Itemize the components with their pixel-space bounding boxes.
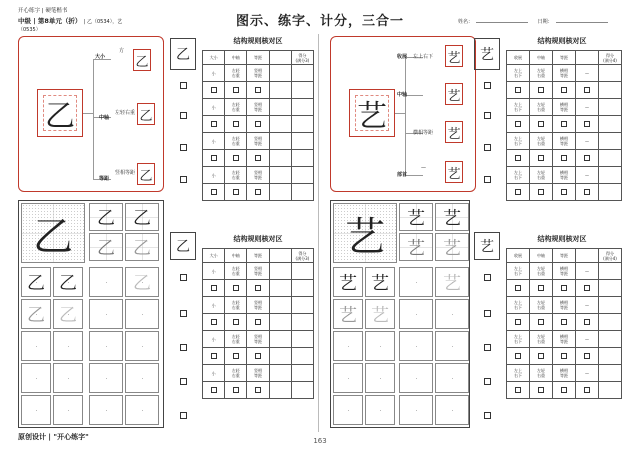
structure-diagram	[18, 36, 164, 192]
checkbox[interactable]	[561, 285, 567, 291]
col-header: 中轴	[530, 249, 553, 263]
practice-cell[interactable]	[21, 395, 51, 425]
practice-cell[interactable]	[365, 331, 395, 361]
checkbox[interactable]	[255, 285, 261, 291]
checkbox[interactable]	[538, 285, 544, 291]
footer-credit: 原创设计 | "开心练字"	[18, 433, 89, 441]
practice-cell[interactable]	[89, 363, 123, 393]
checkbox[interactable]	[561, 155, 567, 161]
practice-cell[interactable]	[89, 267, 123, 297]
ref-check-9[interactable]	[484, 412, 491, 419]
table-title-bottom: 结构规则核对区	[233, 235, 283, 243]
rule-char-axis: 艺	[445, 83, 463, 105]
checkbox[interactable]	[211, 87, 217, 93]
practice-cell[interactable]	[399, 395, 433, 425]
check-table-top: 收展 中轴 等距 得分 (满分4) 左上 右下 左轻 右重 横相 等距 — 左上 右下 左轻 右重 横相 等距 — 左上 右下 左轻 右重 横相 等距 — 左上 右下 左轻 右重 横相 等距 —	[506, 50, 622, 201]
checkbox[interactable]	[233, 353, 239, 359]
checkbox[interactable]	[584, 285, 590, 291]
checkbox[interactable]	[538, 387, 544, 393]
practice-cell[interactable]: 艺	[365, 267, 395, 297]
checkbox[interactable]	[561, 189, 567, 195]
practice-cell[interactable]	[333, 331, 363, 361]
rule-sub-size: 方	[119, 48, 125, 54]
rule-label-size: 大小	[95, 54, 106, 60]
checkbox[interactable]	[515, 285, 521, 291]
check-table-bottom: 收展 中轴 等距 得分 (满分4) 左上 右下 左轻 右重 横相 等距 — 左上 右下 左轻 右重 横相 等距 — 左上 右下 左轻 右重 横相 等距 — 左上 右下 左轻 右重 横相 等距 —	[506, 248, 622, 399]
checkbox[interactable]	[515, 87, 521, 93]
checkbox[interactable]	[538, 155, 544, 161]
practice-cell[interactable]: 艺	[333, 299, 363, 329]
trace-cell[interactable]: 乙	[125, 233, 159, 261]
col-header: 等距	[247, 51, 269, 65]
checkbox[interactable]	[255, 353, 261, 359]
checkbox[interactable]	[584, 189, 590, 195]
ref-char-top: 乙	[170, 38, 196, 70]
checkbox[interactable]	[584, 319, 590, 325]
col-header: 收展	[507, 51, 530, 65]
checkbox[interactable]	[233, 387, 239, 393]
rule-char-size: 乙	[133, 49, 151, 71]
col-header: 等距	[553, 51, 576, 65]
trace-cell[interactable]: 艺	[399, 203, 433, 231]
checkbox[interactable]	[233, 155, 239, 161]
ref-check-7[interactable]	[484, 344, 491, 351]
name-date-fields	[458, 18, 616, 25]
col-header: 收展	[507, 249, 530, 263]
date-field[interactable]	[556, 22, 608, 23]
practice-cell[interactable]: 艺	[365, 299, 395, 329]
model-char: 艺	[349, 89, 395, 137]
practice-cell[interactable]	[435, 395, 469, 425]
rule-label-spacing: 等距	[99, 176, 110, 182]
checkbox[interactable]	[255, 121, 261, 127]
page-title: 图示、练字、计分，三合一	[235, 14, 404, 29]
ref-check-1[interactable]	[180, 82, 187, 89]
checkbox[interactable]	[233, 121, 239, 127]
checkbox[interactable]	[561, 387, 567, 393]
ref-check-5[interactable]	[484, 274, 491, 281]
practice-cell[interactable]: 艺	[435, 267, 469, 297]
trace-cell[interactable]: 艺	[435, 233, 469, 261]
practice-cell[interactable]: 乙	[21, 299, 51, 329]
rule-char-axis: 乙	[137, 103, 155, 125]
col-header: 等距	[553, 249, 576, 263]
rule-sub-shrink: 左上右下	[413, 54, 434, 60]
page-number: 163	[313, 437, 327, 445]
practice-big-cell[interactable]: 艺	[333, 203, 397, 263]
checkbox[interactable]	[211, 189, 217, 195]
practice-cell[interactable]	[399, 331, 433, 361]
practice-cell[interactable]	[89, 331, 123, 361]
checkbox[interactable]	[584, 121, 590, 127]
rule-label-radical: 部首	[397, 172, 408, 178]
checkbox[interactable]	[538, 319, 544, 325]
rule-char-radical: 艺	[445, 161, 463, 183]
page-divider	[318, 34, 319, 432]
table-title-top: 结构规则核对区	[233, 37, 283, 45]
ref-char-mid: 艺	[474, 232, 500, 260]
name-field[interactable]	[476, 22, 528, 23]
trace-cell[interactable]: 乙	[89, 233, 123, 261]
checkbox[interactable]	[584, 87, 590, 93]
trace-cell[interactable]: 乙	[89, 203, 123, 231]
brand-label: 开心练字 | 硬笔楷书	[18, 8, 68, 14]
ref-check-5[interactable]	[180, 274, 187, 281]
table-title-bottom: 结构规则核对区	[537, 235, 587, 243]
checkbox[interactable]	[561, 87, 567, 93]
table-title-top: 结构规则核对区	[537, 37, 587, 45]
ref-check-6[interactable]	[180, 310, 187, 317]
checkbox[interactable]	[584, 155, 590, 161]
practice-grid	[18, 200, 164, 428]
practice-cell[interactable]	[53, 395, 83, 425]
col-header-score: 得分 (满分4)	[599, 51, 622, 65]
ref-check-2[interactable]	[484, 112, 491, 119]
trace-cell[interactable]: 艺	[435, 203, 469, 231]
col-header-score: 得分 (满分3)	[291, 249, 313, 263]
rule-sub-radical: —	[421, 165, 426, 171]
ref-check-3[interactable]	[180, 144, 187, 151]
practice-cell[interactable]	[435, 363, 469, 393]
practice-cell[interactable]	[125, 363, 159, 393]
date-label: 日期：	[537, 19, 553, 25]
unit-text: 中级 | 第8单元（折）	[18, 17, 82, 25]
checkbox[interactable]	[211, 353, 217, 359]
checkbox[interactable]	[255, 387, 261, 393]
col-header: 中轴	[530, 51, 553, 65]
check-table-bottom: 大小 中轴 等距 得分 (满分3) 小 左轻 右重 竖相 等距 小 左轻 右重 竖相 等距 小 左轻 右重 竖相 等距 小 左轻 右重 竖相 等距	[202, 248, 314, 399]
practice-cell[interactable]	[53, 331, 83, 361]
rule-char-spacing: 乙	[137, 163, 155, 185]
checkbox[interactable]	[255, 319, 261, 325]
col-header-score: 得分 (满分4)	[599, 249, 622, 263]
checkbox[interactable]	[233, 189, 239, 195]
col-header: 中轴	[225, 249, 247, 263]
checkbox[interactable]	[211, 319, 217, 325]
checkbox[interactable]	[538, 121, 544, 127]
col-header: 中轴	[225, 51, 247, 65]
checkbox[interactable]	[233, 87, 239, 93]
practice-cell[interactable]	[89, 395, 123, 425]
ref-char-mid: 乙	[170, 232, 196, 260]
rule-label-shrink: 收展	[397, 54, 408, 60]
check-table-top: 大小 中轴 等距 得分 (满分3) 小 左轻 右重 竖相 等距 小 左轻 右重 竖相 等距 小 左轻 右重 竖相 等距 小 左轻 右重 竖相 等距	[202, 50, 314, 201]
practice-cell[interactable]	[435, 299, 469, 329]
practice-cell[interactable]	[365, 395, 395, 425]
col-header-score: 得分 (满分3)	[291, 51, 313, 65]
checkbox[interactable]	[515, 121, 521, 127]
practice-cell[interactable]	[21, 331, 51, 361]
ref-check-6[interactable]	[484, 310, 491, 317]
checkbox[interactable]	[561, 353, 567, 359]
structure-diagram	[330, 36, 476, 192]
trace-cell[interactable]: 艺	[399, 233, 433, 261]
practice-cell[interactable]	[365, 363, 395, 393]
checkbox[interactable]	[538, 353, 544, 359]
trace-cell[interactable]: 乙	[125, 203, 159, 231]
practice-cell[interactable]: 乙	[53, 299, 83, 329]
rule-sub-axis: 左轻右重	[115, 110, 136, 116]
practice-cell[interactable]: 乙	[21, 267, 51, 297]
checkbox[interactable]	[515, 155, 521, 161]
practice-cell[interactable]	[125, 299, 159, 329]
chars-note: | 乙（0534），艺（0535）	[18, 19, 123, 33]
name-label: 姓名：	[458, 19, 474, 25]
checkbox[interactable]	[584, 353, 590, 359]
checkbox[interactable]	[584, 387, 590, 393]
checkbox[interactable]	[538, 87, 544, 93]
checkbox[interactable]	[233, 285, 239, 291]
practice-cell[interactable]: 乙	[125, 267, 159, 297]
practice-cell[interactable]	[435, 331, 469, 361]
checkbox[interactable]	[515, 353, 521, 359]
rule-label-axis: 中轴	[397, 92, 408, 98]
rule-char-spacing: 艺	[445, 121, 463, 143]
checkbox[interactable]	[561, 121, 567, 127]
practice-cell[interactable]: 乙	[53, 267, 83, 297]
practice-cell[interactable]	[399, 363, 433, 393]
col-header: 大小	[203, 51, 225, 65]
checkbox[interactable]	[515, 319, 521, 325]
ref-check-8[interactable]	[484, 378, 491, 385]
checkbox[interactable]	[233, 319, 239, 325]
ref-check-8[interactable]	[180, 378, 187, 385]
checkbox[interactable]	[561, 319, 567, 325]
practice-cell[interactable]	[399, 267, 433, 297]
checkbox[interactable]	[515, 189, 521, 195]
checkbox[interactable]	[255, 189, 261, 195]
ref-check-7[interactable]	[180, 344, 187, 351]
ref-check-3[interactable]	[484, 144, 491, 151]
col-header: 大小	[203, 249, 225, 263]
practice-cell[interactable]	[21, 363, 51, 393]
practice-cell[interactable]	[89, 299, 123, 329]
practice-cell[interactable]	[333, 363, 363, 393]
ref-check-4[interactable]	[484, 176, 491, 183]
ref-check-4[interactable]	[180, 176, 187, 183]
rule-sub-spacing: 竖相等距	[115, 170, 136, 176]
practice-big-cell[interactable]: 乙	[21, 203, 85, 263]
checkbox[interactable]	[211, 285, 217, 291]
practice-cell[interactable]	[333, 395, 363, 425]
practice-cell[interactable]: 艺	[333, 267, 363, 297]
checkbox[interactable]	[538, 189, 544, 195]
practice-cell[interactable]	[125, 331, 159, 361]
checkbox[interactable]	[211, 155, 217, 161]
col-header: 等距	[247, 249, 269, 263]
ref-check-2[interactable]	[180, 112, 187, 119]
checkbox[interactable]	[211, 387, 217, 393]
ref-check-1[interactable]	[484, 82, 491, 89]
left-sheet	[18, 36, 316, 428]
checkbox[interactable]	[255, 87, 261, 93]
checkbox[interactable]	[515, 387, 521, 393]
model-char: 乙	[37, 89, 83, 137]
practice-cell[interactable]	[399, 299, 433, 329]
rule-label-axis: 中轴	[99, 115, 110, 121]
practice-cell[interactable]	[125, 395, 159, 425]
right-sheet	[330, 36, 628, 428]
practice-cell[interactable]	[53, 363, 83, 393]
practice-grid	[330, 200, 470, 428]
checkbox[interactable]	[255, 155, 261, 161]
ref-char-top: 艺	[474, 38, 500, 70]
checkbox[interactable]	[211, 121, 217, 127]
rule-sub-spacing: 横相等距	[413, 130, 434, 136]
rule-char-shrink: 艺	[445, 45, 463, 67]
ref-check-9[interactable]	[180, 412, 187, 419]
